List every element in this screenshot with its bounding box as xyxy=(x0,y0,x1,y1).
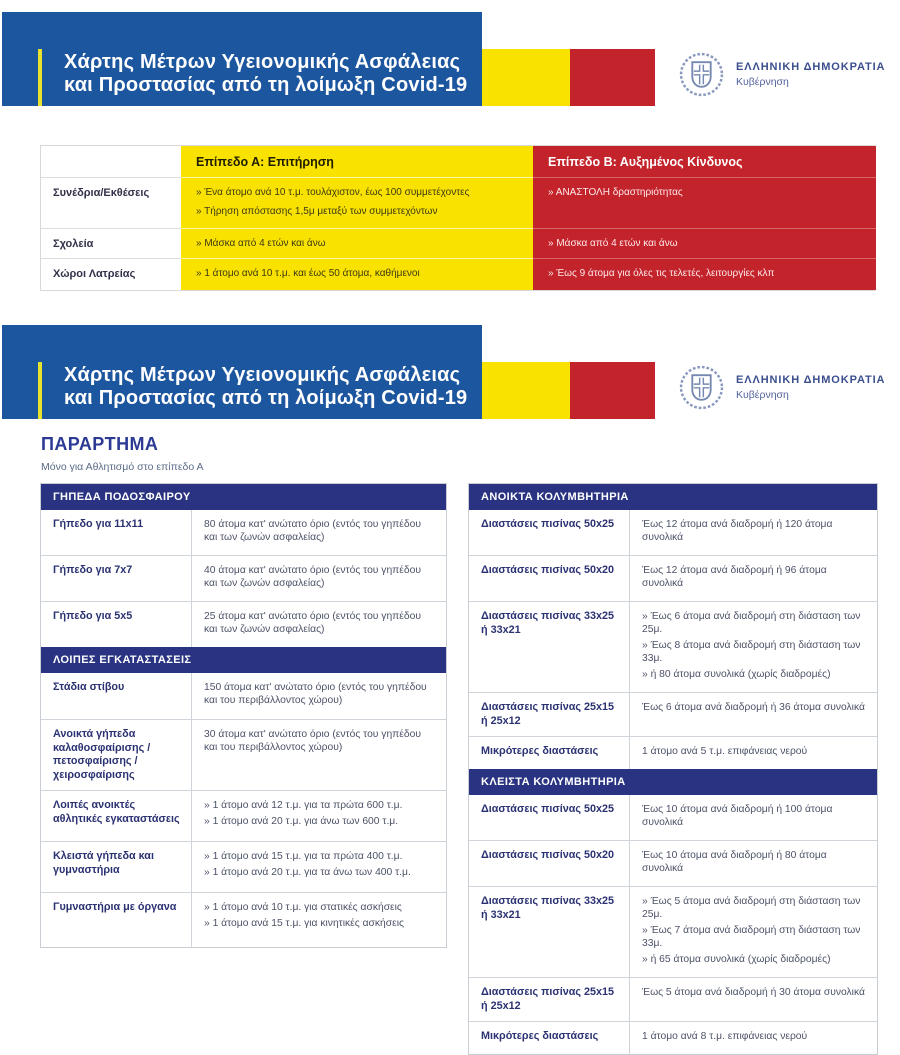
cell-line: » ΑΝΑΣΤΟΛΗ δραστηριότητας xyxy=(548,187,683,198)
row-label: Διαστάσεις πισίνας 33x25 ή 33x21 xyxy=(481,895,614,921)
row-label: Γυμναστήρια με όργανα xyxy=(53,901,177,913)
row-value xyxy=(629,693,877,736)
cell-line: » ή 65 άτομα συνολικά (χωρίς διαδρομές) xyxy=(642,954,831,965)
cell-line: » Μάσκα από 4 ετών και άνω xyxy=(196,238,326,249)
cell-line: Έως 12 άτομα ανά διαδρομή ή 96 άτομα συνολικά xyxy=(642,565,827,589)
cell-line: » 1 άτομο ανά 15 τ.μ. για κινητικές ασκήσεις xyxy=(204,918,404,929)
row-label: Σχολεία xyxy=(41,229,181,259)
table-row xyxy=(469,737,877,769)
level-a-cell xyxy=(181,229,533,259)
row-label: Ανοικτά γήπεδα καλαθοσφαίρισης / πετοσφαίρισης / χειροσφαίρισης xyxy=(53,728,151,781)
section-header-other-facilities: ΛΟΙΠΕΣ ΕΓΚΑΤΑΣΤΑΣΕΙΣ xyxy=(41,647,446,673)
row-label: Στάδια στίβου xyxy=(53,681,125,693)
appendix-title: ΠΑΡΑΡΤΗΜΑ xyxy=(41,434,159,454)
cell-line: » Ένα άτομο ανά 10 τ.μ. τουλάχιστον, έως 100 συμμετέχοντες xyxy=(196,187,470,198)
facilities-table-right xyxy=(468,483,878,1055)
gov-subtitle: Κυβέρνηση xyxy=(736,76,789,88)
banner-title-line1: Χάρτης Μέτρων Υγειονομικής Ασφάλειας xyxy=(64,364,461,386)
level-a-cell xyxy=(181,259,533,290)
row-value xyxy=(629,510,877,555)
cell-line: Έως 12 άτομα ανά διαδρομή ή 120 άτομα συνολικά xyxy=(642,519,833,543)
gov-name: ΕΛΛΗΝΙΚΗ ΔΗΜΟΚΡΑΤΙΑ xyxy=(736,374,886,386)
cell-line: 1 άτομο ανά 8 τ.μ. επιφάνειας νερού xyxy=(642,1031,808,1042)
cell-line: » Έως 7 άτομα ανά διαδρομή στη διάσταση των 33μ. xyxy=(642,925,861,949)
table-row xyxy=(41,673,446,720)
row-label: Διαστάσεις πισίνας 50x25 xyxy=(481,518,614,530)
level-b-cell xyxy=(533,259,876,290)
cell-line: Έως 10 άτομα ανά διαδρομή ή 80 άτομα συνολικά xyxy=(642,850,827,874)
row-value xyxy=(629,978,877,1021)
greek-republic-emblem-icon xyxy=(679,365,724,410)
cell-line: Έως 10 άτομα ανά διαδρομή ή 100 άτομα συνολικά xyxy=(642,804,833,828)
cell-line: 25 άτομα κατ' ανώτατο όριο (εντός του γηπέδου και των ζωνών ασφαλείας) xyxy=(204,611,421,635)
table-row xyxy=(469,1022,877,1054)
levels-table-corner xyxy=(41,146,181,178)
table-row xyxy=(41,556,446,602)
cell-line: » 1 άτομο ανά 10 τ.μ. για στατικές ασκήσεις xyxy=(204,902,402,913)
cell-line: » 1 άτομο ανά 12 τ.μ. για τα πρώτα 600 τ.μ. xyxy=(204,800,403,811)
row-label: Διαστάσεις πισίνας 50x20 xyxy=(481,849,614,861)
banner-title-line1: Χάρτης Μέτρων Υγειονομικής Ασφάλειας xyxy=(64,51,461,73)
row-value xyxy=(191,510,446,555)
row-value xyxy=(629,1022,877,1054)
row-value xyxy=(629,556,877,601)
level-a-header: Επίπεδο Α: Επιτήρηση xyxy=(181,146,533,178)
government-text xyxy=(736,374,885,401)
row-label: Διαστάσεις πισίνας 33x25 ή 33x21 xyxy=(481,610,614,636)
row-label: Λοιπές ανοικτές αθλητικές εγκαταστάσεις xyxy=(53,799,180,825)
cell-line: 30 άτομα κατ' ανώτατο όριο (εντός του γηπέδου και του περιβάλλοντος χώρου) xyxy=(204,729,421,753)
cell-line: Έως 5 άτομα ανά διαδρομή ή 30 άτομα συνολικά xyxy=(642,987,865,998)
row-label: Γήπεδο για 5x5 xyxy=(53,610,133,622)
level-a-color-block xyxy=(482,49,570,106)
row-value xyxy=(629,841,877,886)
banner-title-line2: και Προστασίας από τη λοίμωξη Covid-19 xyxy=(64,74,468,96)
level-a-color-block xyxy=(482,362,570,419)
cell-line: 150 άτομα κατ' ανώτατο όριο (εντός του γηπέδου και του περιβάλλοντος χώρου) xyxy=(204,682,427,706)
table-row xyxy=(469,841,877,887)
banner-title xyxy=(64,364,467,410)
cell-line: » Έως 8 άτομα ανά διαδρομή στη διάσταση των 33μ. xyxy=(642,640,861,664)
table-row xyxy=(41,791,446,842)
row-value xyxy=(629,795,877,840)
row-value xyxy=(191,556,446,601)
table-row xyxy=(469,556,877,602)
row-value xyxy=(629,737,877,769)
row-value xyxy=(191,791,446,841)
banner-accent-bar xyxy=(38,49,42,106)
row-value xyxy=(629,602,877,692)
section-header-football: ΓΗΠΕΔΑ ΠΟΔΟΣΦΑΙΡΟΥ xyxy=(41,484,446,510)
section-header-closed-pools: ΚΛΕΙΣΤΑ ΚΟΛΥΜΒΗΤΗΡΙΑ xyxy=(469,769,877,795)
cell-line: 1 άτομο ανά 5 τ.μ. επιφάνειας νερού xyxy=(642,746,808,757)
row-label: Διαστάσεις πισίνας 50x25 xyxy=(481,803,614,815)
gov-name: ΕΛΛΗΝΙΚΗ ΔΗΜΟΚΡΑΤΙΑ xyxy=(736,61,886,73)
row-label: Συνέδρια/Εκθέσεις xyxy=(41,178,181,229)
table-row xyxy=(469,693,877,737)
cell-line: » Μάσκα από 4 ετών και άνω xyxy=(548,238,678,249)
cell-line: » Έως 6 άτομα ανά διαδρομή στη διάσταση των 25μ. xyxy=(642,611,861,635)
row-label: Χώροι Λατρείας xyxy=(41,259,181,290)
government-text xyxy=(736,61,885,88)
government-logo xyxy=(679,52,885,97)
table-row xyxy=(469,602,877,693)
cell-line: » ή 80 άτομα συνολικά (χωρίς διαδρομές) xyxy=(642,669,831,680)
cell-line: » Έως 5 άτομα ανά διαδρομή στη διάσταση των 25μ. xyxy=(642,896,861,920)
cell-line: 80 άτομα κατ' ανώτατο όριο (εντός του γηπέδου και των ζωνών ασφαλείας) xyxy=(204,519,421,543)
row-label: Διαστάσεις πισίνας 25x15 ή 25x12 xyxy=(481,986,614,1012)
row-label: Μικρότερες διαστάσεις xyxy=(481,745,599,757)
facilities-table-left xyxy=(40,483,447,948)
row-label: Γήπεδο για 11x11 xyxy=(53,518,144,530)
row-value xyxy=(629,887,877,977)
row-value xyxy=(191,842,446,892)
cell-line: » 1 άτομο ανά 15 τ.μ. για τα πρώτα 400 τ.μ. xyxy=(204,851,403,862)
header-banner xyxy=(2,325,482,419)
gov-subtitle: Κυβέρνηση xyxy=(736,389,789,401)
row-label: Διαστάσεις πισίνας 50x20 xyxy=(481,564,614,576)
levels-table xyxy=(40,145,875,291)
table-row xyxy=(41,842,446,893)
row-label: Μικρότερες διαστάσεις xyxy=(481,1030,599,1042)
table-row xyxy=(469,795,877,841)
table-row xyxy=(41,510,446,556)
header-banner xyxy=(2,12,482,106)
level-b-cell xyxy=(533,178,876,229)
table-row xyxy=(41,602,446,647)
banner-title xyxy=(64,51,467,97)
greek-republic-emblem-icon xyxy=(679,52,724,97)
table-row xyxy=(469,978,877,1022)
level-b-header: Επίπεδο Β: Αυξημένος Κίνδυνος xyxy=(533,146,876,178)
banner-accent-bar xyxy=(38,362,42,419)
cell-line: » 1 άτομο ανά 10 τ.μ. και έως 50 άτομα, καθήμενοι xyxy=(196,268,420,279)
cell-line: Έως 6 άτομα ανά διαδρομή ή 36 άτομα συνολικά xyxy=(642,702,865,713)
cell-line: » Τήρηση απόστασης 1,5μ μεταξύ των συμμετεχόντων xyxy=(196,206,438,217)
table-row xyxy=(469,510,877,556)
appendix-subtitle: Μόνο για Αθλητισμό στο επίπεδο Α xyxy=(41,461,204,473)
level-b-cell xyxy=(533,229,876,259)
row-value xyxy=(191,893,446,947)
row-value xyxy=(191,673,446,719)
table-row xyxy=(469,887,877,978)
cell-line: » Έως 9 άτομα για όλες τις τελετές, λειτουργίες κλπ xyxy=(548,268,775,279)
cell-line: 40 άτομα κατ' ανώτατο όριο (εντός του γηπέδου και των ζωνών ασφαλείας) xyxy=(204,565,421,589)
cell-line: » 1 άτομο ανά 20 τ.μ. για άνω των 600 τ.μ. xyxy=(204,816,399,827)
table-row xyxy=(41,720,446,791)
row-value xyxy=(191,720,446,790)
government-logo xyxy=(679,365,885,410)
level-b-color-block xyxy=(570,49,655,106)
row-label: Κλειστά γήπεδα και γυμναστήρια xyxy=(53,850,154,876)
cell-line: » 1 άτομο ανά 20 τ.μ. για τα άνω των 400 τ.μ. xyxy=(204,867,411,878)
row-label: Διαστάσεις πισίνας 25x15 ή 25x12 xyxy=(481,701,614,727)
level-a-cell xyxy=(181,178,533,229)
section-header-open-pools: ΑΝΟΙΚΤΑ ΚΟΛΥΜΒΗΤΗΡΙΑ xyxy=(469,484,877,510)
row-value xyxy=(191,602,446,647)
banner-title-line2: και Προστασίας από τη λοίμωξη Covid-19 xyxy=(64,387,468,409)
table-row xyxy=(41,893,446,947)
row-label: Γήπεδο για 7x7 xyxy=(53,564,133,576)
level-b-color-block xyxy=(570,362,655,419)
